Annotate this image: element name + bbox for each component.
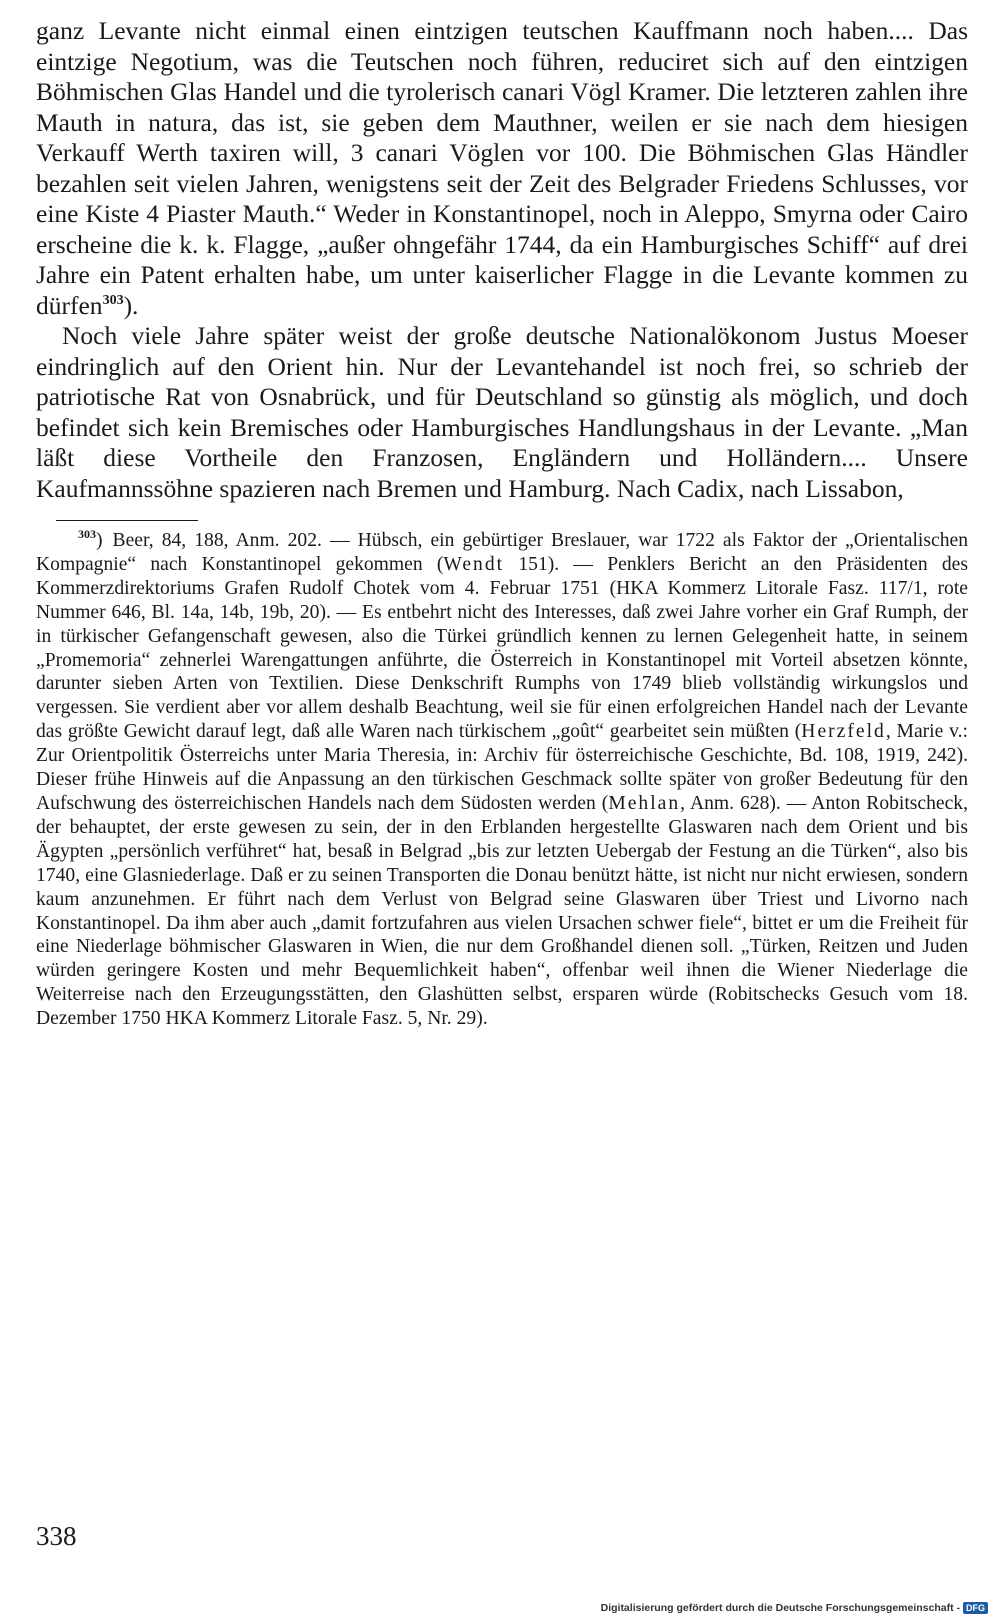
paragraph-1-end: ).: [123, 290, 139, 320]
funding-note: [601, 1602, 988, 1614]
page-number: 338: [36, 1521, 77, 1551]
paragraph-2: Noch viele Jahre später weist der große deutsche Nationalökonom Justus Moeser eindringlich auf den Orient hin. Nur der Levantehandel ist noch frei, so schrieb der patriotische Rat von Osnabrück, und für Deutschland so günstig als möglich, und doch befindet sich kein Bremisches oder Hamburgisches Handlungshaus in der Levante. „Man läßt diese Vortheile den Franzosen, Engländern und Holländern.... Unsere Kaufmannssöhne spazieren nach Bremen und Hamburg. Nach Cadix, nach Lissabon,: [36, 321, 968, 503]
footnote-text-b: 151). — Penklers Bericht an den Präsidenten des Kommerzdirektoriums Grafen Rudolf Chotek vom 4. Februar 1751 (HKA Kommerz Litorale Fasz. 117/1, rote Nummer 646, Bl. 14a, 14b, 19b, 20). — Es entbehrt nicht des Interesses, daß zwei Jahre vorher ein Graf Rumph, der in türkischer Gefangenschaft gewesen, also die Türkei gründlich kennen zu lernen Gelegenheit hatte, in seinem „Promemoria“ zehnerlei Warengattungen anführte, die Österreich in Konstantinopel mit Vorteil absetzen könnte, darunter sieben Arten von Textilien. Diese Denkschrift Rumphs von 1749 blieb vollständig wirkungslos und vergessen. Sie verdient aber vor allem deshalb Beachtung, weil sie für einen erfolgreichen Handel nach der Levante das größte Gewicht darauf legt, daß alle Waren nach türkischem „goût“ gearbeitet sein müßten (: [36, 553, 968, 743]
document-page: [36, 16, 968, 1031]
footnote-divider: [56, 520, 198, 521]
footnote-303: [36, 529, 968, 1031]
funding-text: Digitalisierung gefördert durch die Deutsche Forschungsgemeinschaft -: [600, 1602, 960, 1614]
paragraph-1: [36, 16, 968, 321]
footnote-marker: [78, 529, 103, 553]
author-mehlan: Mehlan: [608, 792, 681, 814]
body-text: [36, 16, 968, 504]
paragraph-1-text: ganz Levante nicht einmal einen eintzigen teutschen Kauffmann noch haben.... Das eintzige Negotium, was die Teutschen noch führen, reduciret sich auf den eintzigen Böhmischen Glas Handel und die tyrolerisch canari Vögl Kramer. Die letzteren zahlen ihre Mauth in natura, das ist, sie geben dem Mauthner, weilen er sie nach dem hiesigen Verkauff Werth taxiren will, 3 canari Vöglen vor 100. Die Böhmischen Glas Händler bezahlen seit vielen Jahren, wenigstens seit der Zeit des Belgrader Friedens Schlusses, vor eine Kiste 4 Piaster Mauth.“ Weder in Konstantinopel, noch in Aleppo, Smyrna oder Cairo erscheine die k. k. Flagge, „außer ohngefähr 1744, da ein Hamburgisches Schiff“ auf drei Jahre ein Patent erhalten habe, um unter kaiserlicher Flagge in die Levante kommen zu dürfen: [36, 16, 968, 320]
footnote-ref-303[interactable]: 303: [102, 292, 124, 308]
dfg-logo: DFG: [963, 1602, 988, 1614]
author-herzfeld: Herzfeld: [801, 721, 886, 743]
footnote-text-a: Beer, 84, 188, Anm. 202. — Hübsch, ein gebürtiger Breslauer, war 1722 als Faktor der „Orientalischen Kompagnie“ nach Konstantinopel gekommen (: [36, 530, 968, 575]
footnote-text-c: , Marie v.: Zur Orientpolitik Österreichs unter Maria Theresia, in: Archiv für österreichische Geschichte, Bd. 108, 1919, 242). Dieser frühe Hinweis auf die Anpassung an den türkischen Geschmack sollte später von großer Bedeutung für den Aufschwung des österreichischen Handels nach dem Südosten werden (: [36, 721, 968, 814]
footnote-number: 303: [78, 527, 96, 541]
footnote-text-d: , Anm. 628). — Anton Robitscheck, der behauptet, der erste gewesen zu sein, der in den Erblanden hergestellte Glaswaren nach dem Orient und bis Ägypten „persönlich verführet“ hat, besaß in Belgrad „bis zur letzten Uebergab der Festung an die Türken“, also bis 1740, eine Glasniederlage. Daß er zu seinen Transporten die Donau benützt hätte, ist nicht nur nicht erwiesen, sondern kaum anzunehmen. Er führt nach dem Verlust von Belgrad seine Glaswaren über Triest und Livorno nach Konstantinopel. Da ihm aber auch „damit fortzufahren aus vielen Ursachen schwer fiele“, bittet er um die Freiheit für eine Niederlage böhmischer Glaswaren in Wien, die nur dem Großhandel dienen soll. „Türken, Reitzen und Juden würden geringere Kosten und mehr Bequemlichkeit haben“, offenbar weil ihnen die Wiener Niederlage die Weiterreise nach den Erzeugungsstätten, den Glashütten selbst, ersparen würde (Robitschecks Gesuch vom 18. Dezember 1750 HKA Kommerz Litorale Fasz. 5, Nr. 29).: [36, 792, 969, 1030]
author-wendt: Wendt: [443, 553, 505, 575]
footnote-paren: ): [96, 530, 103, 551]
